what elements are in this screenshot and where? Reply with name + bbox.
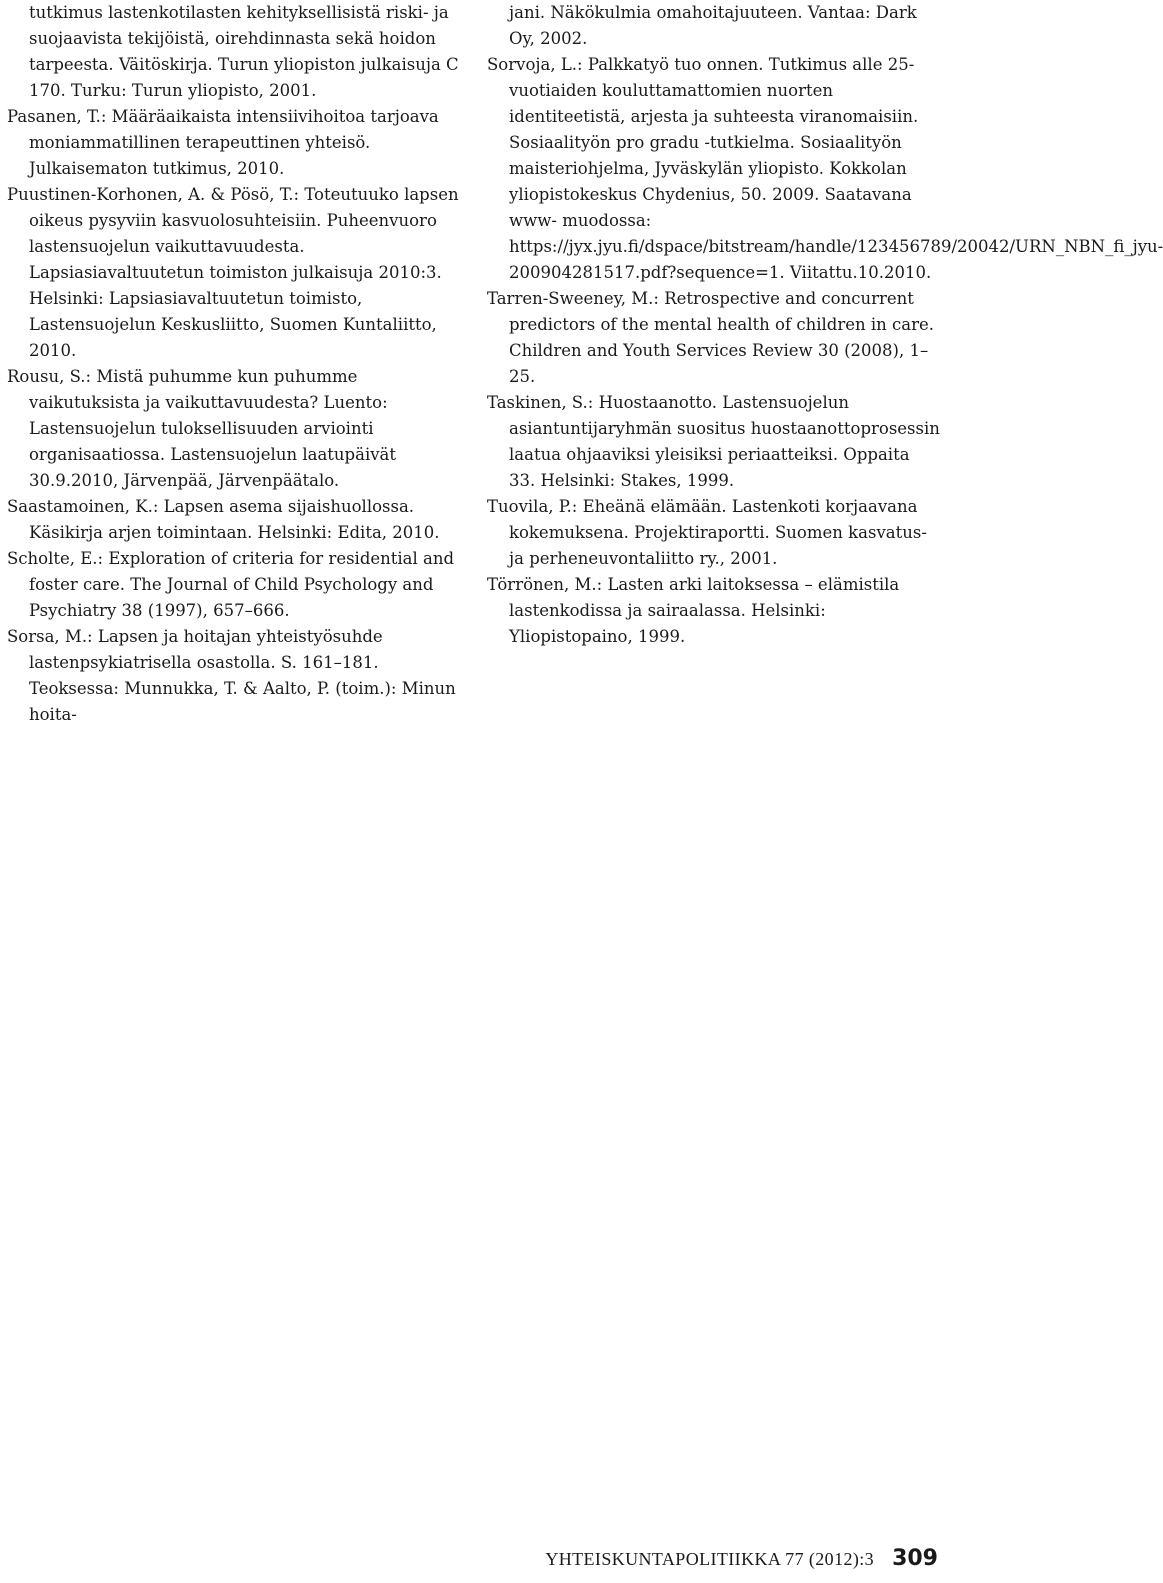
reference-entry: Scholte, E.: Exploration of criteria for residential and foster care. The Journal of Child Psychology and Psychiatry 38 (1997), 657–666. xyxy=(7,549,455,620)
page-number: 309 xyxy=(892,1546,938,1571)
reference-entry: jani. Näkökulmia omahoitajuuteen. Vantaa: Dark Oy, 2002. xyxy=(509,3,917,48)
reference-entry: Sorvoja, L.: Palkkatyö tuo onnen. Tutkimus alle 25-vuotiaiden kouluttamattomien nuorten identiteetistä, arjesta ja suhteesta viranomaisiin. Sosiaalityön pro gradu -tutkielma. Sosiaalityön maisteriohjelma, Jyväskylän yliopisto. Kokkolan yliopistokeskus Chydenius, 50. 2009. Saatavana www- muodossa: https://jyx.jyu.fi/dspace/bitstream/handle/123456789/20042/URN_NBN_fi_jyu-200904281517.pdf?sequence=1. Viitattu.10.2010. xyxy=(487,55,1163,282)
reference-column-left xyxy=(7,0,461,728)
reference-entry: Tarren-Sweeney, M.: Retrospective and concurrent predictors of the mental health of children in care. Children and Youth Services Review 30 (2008), 1–25. xyxy=(487,289,934,386)
journal-name: YHTEISKUNTAPOLITIIKKA 77 (2012):3 xyxy=(545,1549,875,1569)
reference-entry: Pasanen, T.: Määräaikaista intensiivihoitoa tarjoava moniammatillinen terapeuttinen yhteisö. Julkaisematon tutkimus, 2010. xyxy=(7,107,439,178)
reference-entry: Taskinen, S.: Huostaanotto. Lastensuojelun asiantuntijaryhmän suositus huostaanottoprosessin laatua ohjaaviksi yleisiksi periaatteiksi. Oppaita 33. Helsinki: Stakes, 1999. xyxy=(487,393,940,490)
reference-entry: Rousu, S.: Mistä puhumme kun puhumme vaikutuksista ja vaikuttavuudesta? Luento: Lastensuojelun tuloksellisuuden arviointi organisaatiossa. Lastensuojelun laatupäivät 30.9.2010, Järvenpää, Järvenpäätalo. xyxy=(7,367,397,490)
reference-entry: Törrönen, M.: Lasten arki laitoksessa – elämistila lastenkodissa ja sairaalassa. Helsinki: Yliopistopaino, 1999. xyxy=(487,575,900,646)
reference-entry: Sorsa, M.: Lapsen ja hoitajan yhteistyösuhde lastenpsykiatrisella osastolla. S. 161–181. Teoksessa: Munnukka, T. & Aalto, P. (toim.): Minun hoita- xyxy=(7,627,456,724)
reference-entry: Tuovila, P.: Eheänä elämään. Lastenkoti korjaavana kokemuksena. Projektiraportti. Suomen kasvatus- ja perheneuvontaliitto ry., 2001. xyxy=(487,497,927,568)
reference-entry: Puustinen-Korhonen, A. & Pösö, T.: Toteutuuko lapsen oikeus pysyviin kasvuolosuhteisiin. Puheenvuoro lastensuojelun vaikuttavuudesta. Lapsiasiavaltuutetun toimiston julkaisuja 2010:3. Helsinki: Lapsiasiavaltuutetun toimisto, Lastensuojelun Keskusliitto, Suomen Kuntaliitto, 2010. xyxy=(7,185,459,360)
reference-entry: tutkimus lastenkotilasten kehityksellisistä riski- ja suojaavista tekijöistä, oirehdinnasta sekä hoidon tarpeesta. Väitöskirja. Turun yliopiston julkaisuja C 170. Turku: Turun yliopisto, 2001. xyxy=(29,3,459,100)
page-footer xyxy=(0,1546,938,1582)
reference-column-right xyxy=(487,0,1163,650)
reference-entry: Saastamoinen, K.: Lapsen asema sijaishuollossa. Käsikirja arjen toimintaan. Helsinki: Edita, 2010. xyxy=(7,497,440,542)
